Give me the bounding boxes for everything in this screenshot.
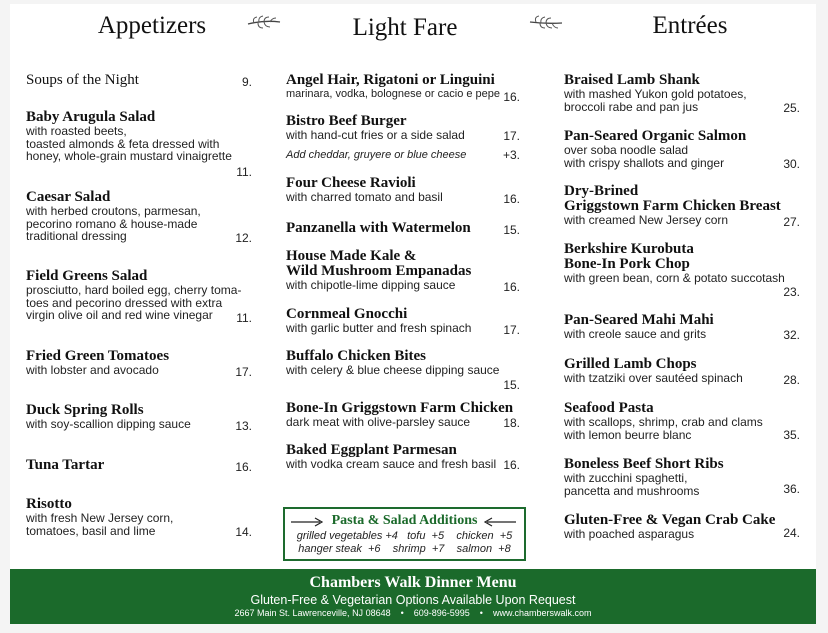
addon-price: +3. (502, 148, 520, 162)
item-price: 32. (783, 328, 800, 342)
item-name: Dry-Brined (564, 183, 639, 199)
item-description: virgin olive oil and red wine vinegar (26, 308, 213, 322)
item-description: with creamed New Jersey corn (564, 213, 729, 227)
item-description: with chipotle-lime dipping sauce (286, 278, 456, 292)
menu-item (564, 129, 804, 169)
item-price: 17. (503, 323, 520, 337)
item-description: marinara, vodka, bolognese or cacio e pepe (286, 88, 501, 100)
entrees-heading: Entrées (652, 12, 728, 39)
item-description: with lobster and avocado (26, 363, 159, 377)
menu-item (26, 110, 256, 163)
additions-row: grilled vegetables +4 tofu +5 chicken +5 (296, 530, 513, 542)
additions-row: hanger steak +6 shrimp +7 salmon +8 (298, 543, 511, 555)
item-name: Boneless Beef Short Ribs (564, 456, 724, 472)
item-addon: Add cheddar, gruyere or blue cheese (286, 148, 467, 161)
item-name: Seafood Pasta (564, 400, 654, 416)
item-name: Duck Spring Rolls (26, 402, 144, 418)
item-description: with herbed croutons, parmesan, (26, 204, 201, 218)
item-name: Baked Eggplant Parmesan (286, 442, 457, 458)
item-description: with fresh New Jersey corn, (26, 511, 174, 525)
footer-address: 2667 Main St. Lawrenceville, NJ 08648 • 609-896-5995 • www.chamberswalk.com (234, 608, 592, 618)
item-price: 18. (503, 416, 520, 430)
item-price: 24. (783, 526, 800, 540)
item-description: with crispy shallots and ginger (564, 155, 725, 170)
item-price: 15. (503, 223, 520, 237)
item-description: with vodka cream sauce and fresh basil (286, 457, 497, 471)
item-price: 30. (783, 157, 800, 171)
menu-item (564, 73, 804, 113)
item-name: Buffalo Chicken Bites (286, 348, 427, 364)
item-name: Pan-Seared Organic Salmon (564, 128, 747, 144)
item-description: with scallops, shrimp, crab and clams (564, 415, 763, 429)
item-description: with poached asparagus (564, 527, 695, 541)
item-price: 12. (235, 231, 252, 245)
item-description: with charred tomato and basil (286, 190, 443, 204)
item-name: Panzanella with Watermelon (286, 220, 471, 236)
item-description: dark meat with olive-parsley sauce (286, 415, 471, 429)
item-price: 16. (235, 460, 252, 474)
item-name: Angel Hair, Rigatoni or Linguini (286, 72, 495, 88)
menu-item (564, 401, 804, 441)
item-name: Bone-In Griggstown Farm Chicken (286, 400, 514, 416)
item-description: with zucchini spaghetti, (564, 471, 688, 485)
item-name: Berkshire Kurobuta (564, 241, 694, 257)
item-name: Soups of the Night (26, 72, 139, 88)
item-price: 11. (236, 165, 252, 179)
item-price: 16. (503, 90, 520, 104)
item-price: 16. (503, 192, 520, 206)
footer-banner (10, 569, 816, 624)
footer-subtitle: Gluten-Free & Vegetarian Options Available Upon Request (250, 593, 576, 607)
item-price: 15. (503, 378, 520, 392)
appetizers-heading: Appetizers (97, 12, 207, 39)
item-name: Cornmeal Gnocchi (286, 306, 408, 322)
additions-title: Pasta & Salad Additions (331, 513, 478, 528)
menu-page (10, 4, 816, 624)
item-name: Bistro Beef Burger (286, 113, 407, 129)
sprig-icon (528, 14, 564, 32)
item-description: honey, whole-grain mustard vinaigrette (26, 149, 232, 163)
item-price: 11. (236, 311, 252, 325)
item-name: Grilled Lamb Chops (564, 356, 697, 372)
item-name: Braised Lamb Shank (564, 72, 700, 88)
item-price: 35. (783, 428, 800, 442)
item-price: 17. (235, 365, 252, 379)
item-price: 17. (503, 129, 520, 143)
item-name: Pan-Seared Mahi Mahi (564, 312, 714, 328)
item-description: with celery & blue cheese dipping sauce (286, 363, 500, 377)
pasta-salad-additions-box (283, 507, 526, 561)
item-price: 16. (503, 458, 520, 472)
item-description: with creole sauce and grits (564, 327, 707, 341)
item-description: with roasted beets, (26, 124, 127, 138)
item-name-line2: Bone-In Pork Chop (564, 256, 690, 272)
item-name: Baby Arugula Salad (26, 109, 156, 125)
item-description: pancetta and mushrooms (564, 483, 700, 498)
item-price: 27. (783, 215, 800, 229)
item-description: prosciutto, hard boiled egg, cherry toma- (26, 283, 242, 297)
item-description: toes and pecorino dressed with extra (26, 295, 223, 310)
menu-item (564, 457, 804, 497)
item-description: with soy-scallion dipping sauce (26, 417, 191, 431)
item-price: 13. (235, 419, 252, 433)
item-name: House Made Kale & (286, 248, 417, 264)
menu-item (564, 357, 804, 385)
item-description: with lemon beurre blanc (564, 427, 692, 442)
item-description: pecorino romano & house-made (26, 216, 198, 231)
item-description: with mashed Yukon gold potatoes, (564, 87, 747, 101)
light-fare-heading: Light Fare (352, 14, 458, 41)
item-price: 28. (783, 373, 800, 387)
item-name: Tuna Tartar (26, 457, 105, 473)
item-price: 36. (783, 482, 800, 496)
item-name: Caesar Salad (26, 189, 111, 205)
menu-item (564, 313, 804, 341)
item-description: over soba noodle salad (564, 143, 689, 157)
item-name: Gluten-Free & Vegan Crab Cake (564, 512, 776, 528)
item-name: Fried Green Tomatoes (26, 348, 170, 364)
item-name: Field Greens Salad (26, 268, 148, 284)
footer-title: Chambers Walk Dinner Menu (309, 574, 517, 591)
item-price: 14. (235, 525, 252, 539)
item-price: 16. (503, 280, 520, 294)
item-name-line2: Wild Mushroom Empanadas (286, 263, 472, 279)
sprig-icon (246, 14, 282, 32)
item-description: broccoli rabe and pan jus (564, 99, 699, 114)
item-description: with tzatziki over sautéed spinach (564, 371, 743, 385)
item-price: 9. (241, 75, 252, 89)
item-description: with green bean, corn & potato succotash (564, 271, 785, 285)
item-description: with hand-cut fries or a side salad (286, 128, 465, 142)
item-price: 23. (783, 285, 800, 299)
menu-item (286, 349, 526, 377)
item-name: Four Cheese Ravioli (286, 175, 416, 191)
item-description: traditional dressing (26, 229, 127, 243)
item-description: tomatoes, basil and lime (26, 523, 156, 538)
item-description: toasted almonds & feta dressed with (26, 136, 220, 151)
menu-item (564, 242, 814, 285)
item-description: with garlic butter and fresh spinach (286, 321, 472, 335)
item-name: Risotto (26, 496, 72, 512)
item-name-line2: Griggstown Farm Chicken Breast (564, 198, 781, 214)
item-price: 25. (783, 101, 800, 115)
